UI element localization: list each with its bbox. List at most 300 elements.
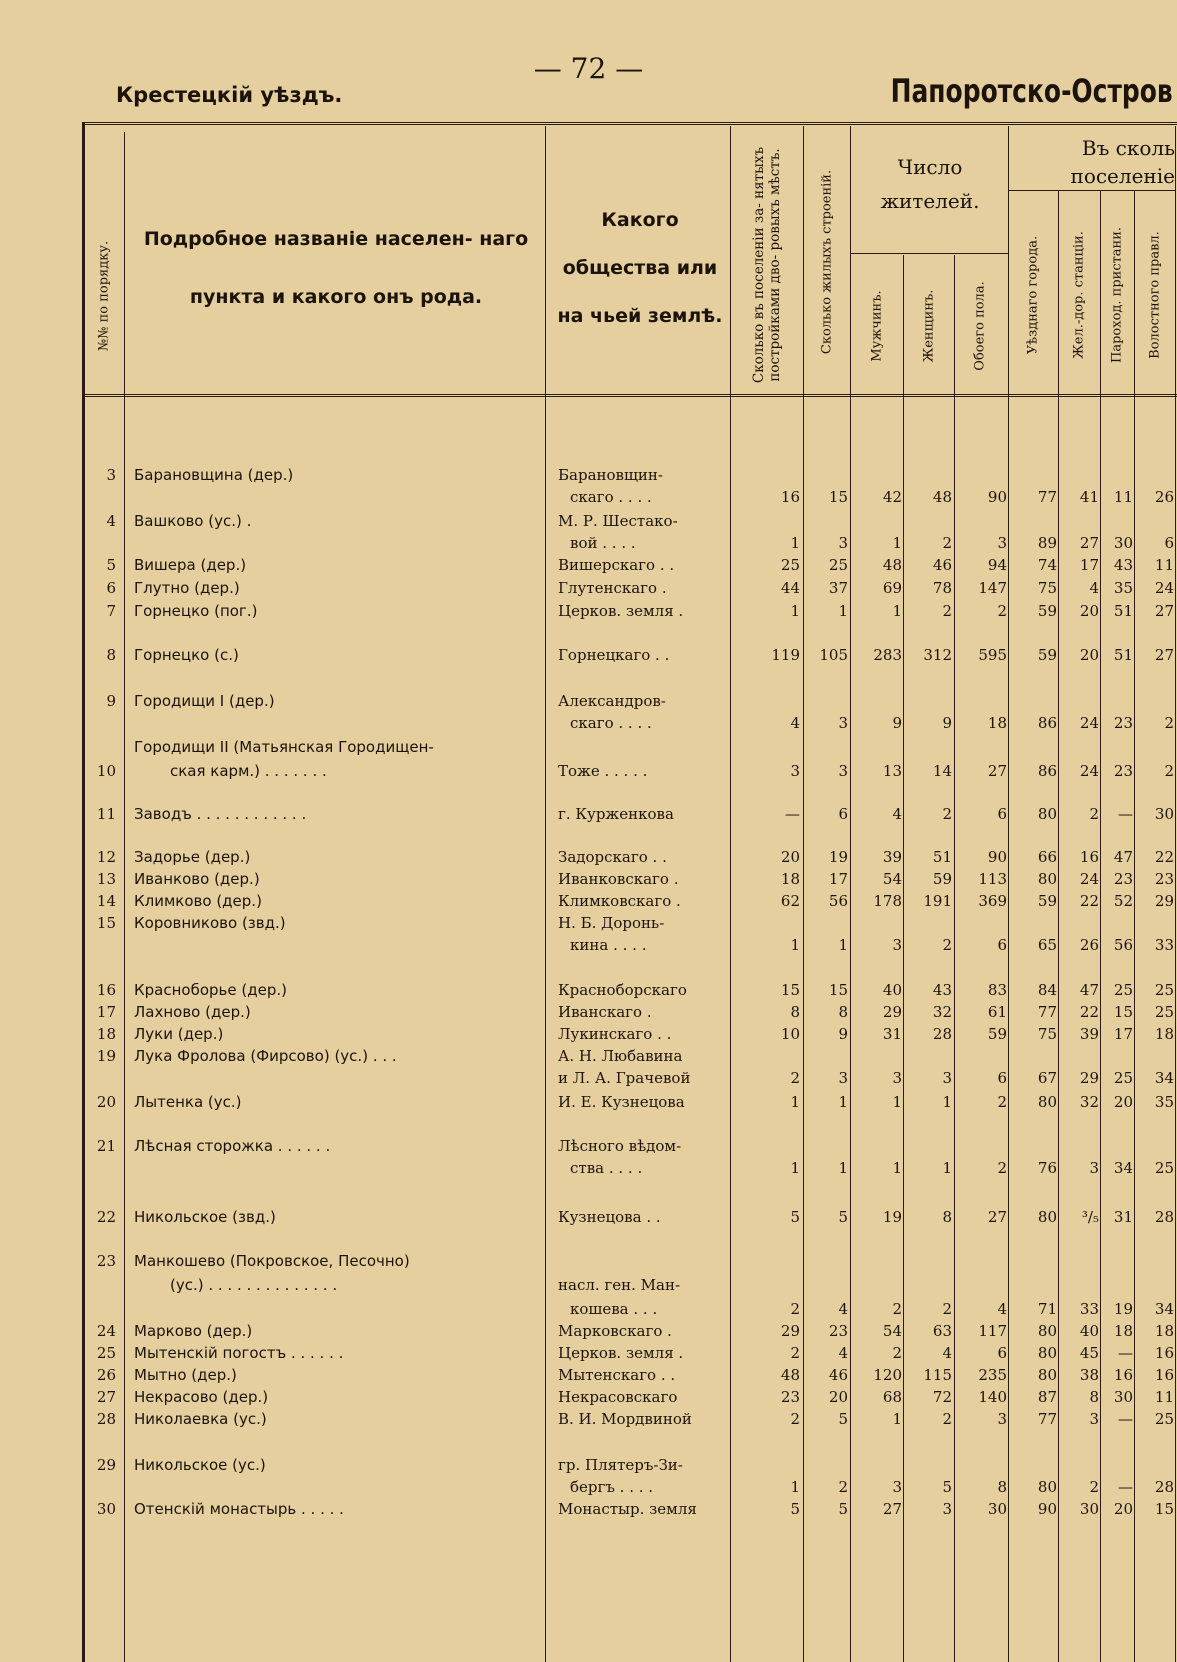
table-cell: 1	[892, 1093, 902, 1111]
table-cell: 24	[1154, 579, 1174, 597]
table-cell: 52	[1113, 892, 1133, 910]
table-cell: 27	[987, 762, 1007, 780]
table-cell: 113	[978, 870, 1007, 888]
table-cell: —	[1118, 1344, 1133, 1362]
col-header-yards: Сколько въ поселеніи за- нятыхъ постройками дво- ровыхъ мѣстъ.	[751, 146, 783, 384]
table-cell: 1	[790, 1478, 800, 1496]
table-cell: —	[1118, 805, 1133, 823]
table-cell: 69	[882, 579, 902, 597]
col-line	[803, 126, 804, 1662]
table-cell: 2	[942, 602, 952, 620]
table-cell: 6	[997, 805, 1007, 823]
table-cell: 147	[978, 579, 1007, 597]
table-cell: 29	[882, 1003, 902, 1021]
table-cell: —	[1118, 1410, 1133, 1428]
table-cell: 34	[1154, 1300, 1174, 1318]
table-cell: 3	[838, 762, 848, 780]
table-cell: 6	[106, 579, 116, 597]
table-cell: 83	[987, 981, 1007, 999]
table-cell: 59	[1037, 646, 1057, 664]
table-cell: ства . . . .	[570, 1159, 643, 1177]
col-line	[1134, 190, 1135, 1662]
table-cell: 51	[1113, 602, 1133, 620]
table-cell: 25	[1113, 981, 1133, 999]
table-cell: 1	[942, 1159, 952, 1177]
table-cell: 6	[997, 1069, 1007, 1087]
table-cell: 71	[1037, 1300, 1057, 1318]
table-cell: Лукинскаго . .	[558, 1025, 672, 1043]
table-cell: 26	[96, 1366, 116, 1384]
table-cell: 56	[828, 892, 848, 910]
table-cell: 61	[987, 1003, 1007, 1021]
table-cell: 1	[838, 936, 848, 954]
table-cell: 23	[1113, 870, 1133, 888]
table-cell: 77	[1037, 1410, 1057, 1428]
table-cell: Тоже . . . . .	[558, 762, 648, 780]
table-cell: 5	[838, 1500, 848, 1518]
table-cell: 80	[1037, 1208, 1057, 1226]
table-cell: Некрасовскаго	[558, 1388, 678, 1406]
table-cell: 25	[1113, 1069, 1133, 1087]
table-cell: 41	[1079, 488, 1099, 506]
table-cell: 8	[997, 1478, 1007, 1496]
table-cell: 3	[1089, 1159, 1099, 1177]
table-cell: 2	[790, 1069, 800, 1087]
col-header-town: Уѣзднаго города.	[1025, 235, 1041, 355]
table-cell: 19	[96, 1047, 116, 1065]
table-cell: 115	[923, 1366, 952, 1384]
table-cell: 27	[987, 1208, 1007, 1226]
table-cell: Мытенскій погостъ . . . . . .	[134, 1344, 344, 1362]
col-line	[1008, 126, 1009, 1662]
table-cell: 78	[932, 579, 952, 597]
table-cell: 4	[997, 1300, 1007, 1318]
table-cell: и Л. А. Грачевой	[558, 1069, 691, 1087]
table-cell: 48	[882, 556, 902, 574]
table-cell: 34	[1154, 1069, 1174, 1087]
table-cell: 9	[892, 714, 902, 732]
table-cell: Глутно (дер.)	[134, 579, 240, 597]
table-cell: Городищи I (дер.)	[134, 692, 275, 710]
table-cell: 140	[978, 1388, 1007, 1406]
table-cell: 16	[96, 981, 116, 999]
table-cell: 3	[790, 762, 800, 780]
table-cell: 19	[828, 848, 848, 866]
table-cell: 2	[790, 1300, 800, 1318]
table-cell: 94	[987, 556, 1007, 574]
table-cell: 47	[1079, 981, 1099, 999]
table-cell: 4	[1089, 579, 1099, 597]
table-cell: И. Е. Кузнецова	[558, 1093, 685, 1111]
table-cell: 90	[987, 848, 1007, 866]
table-cell: Лѣсная сторожка . . . . . .	[134, 1137, 331, 1155]
col-line	[545, 126, 546, 1662]
table-cell: 120	[873, 1366, 902, 1384]
table-cell: 27	[96, 1388, 116, 1406]
table-cell: 25	[96, 1344, 116, 1362]
table-cell: 2	[1089, 1478, 1099, 1496]
table-cell: 15	[1154, 1500, 1174, 1518]
table-cell: 62	[780, 892, 800, 910]
table-cell: Вашково (ус.) .	[134, 512, 252, 530]
table-cell: 56	[1113, 936, 1133, 954]
header-separator	[82, 394, 1177, 401]
col-line	[1100, 190, 1101, 1662]
table-cell: 23	[780, 1388, 800, 1406]
table-cell: 17	[828, 870, 848, 888]
table-cell: 39	[882, 848, 902, 866]
table-cell: 39	[1079, 1025, 1099, 1043]
col-header-distance: Въ сколь поселеніе	[1070, 136, 1175, 188]
table-cell: 59	[987, 1025, 1007, 1043]
table-cell: М. Р. Шестако-	[558, 512, 678, 530]
table-cell: (ус.) . . . . . . . . . . . . . .	[170, 1276, 338, 1294]
table-cell: Иванковскаго .	[558, 870, 679, 888]
table-cell: —	[1118, 1478, 1133, 1496]
table-cell: 5	[790, 1500, 800, 1518]
table-cell: 35	[1113, 579, 1133, 597]
table-cell: 31	[882, 1025, 902, 1043]
table-cell: 5	[942, 1478, 952, 1496]
table-cell: 16	[1079, 848, 1099, 866]
table-cell: 2	[1089, 805, 1099, 823]
table-cell: Коровниково (звд.)	[134, 914, 286, 932]
table-cell: 25	[780, 556, 800, 574]
table-cell: 59	[1037, 892, 1057, 910]
table-cell: 235	[978, 1366, 1007, 1384]
table-cell: 90	[1037, 1500, 1057, 1518]
table-cell: 5	[790, 1208, 800, 1226]
table-cell: 3	[838, 1069, 848, 1087]
table-cell: 18	[1154, 1322, 1174, 1340]
table-cell: 24	[1079, 762, 1099, 780]
table-cell: 38	[1079, 1366, 1099, 1384]
table-cell: 76	[1037, 1159, 1057, 1177]
table-cell: 20	[780, 848, 800, 866]
table-cell: 17	[1113, 1025, 1133, 1043]
table-cell: Марковскаго .	[558, 1322, 672, 1340]
table-cell: 3	[892, 1478, 902, 1496]
table-cell: Луки (дер.)	[134, 1025, 224, 1043]
table-cell: 27	[882, 1500, 902, 1518]
table-cell: 3	[106, 466, 116, 484]
table-cell: 24	[96, 1322, 116, 1340]
table-cell: 37	[828, 579, 848, 597]
table-cell: 16	[1154, 1344, 1174, 1362]
table-cell: 44	[780, 579, 800, 597]
col-header-women: Женщинъ.	[921, 289, 937, 363]
table-cell: 48	[932, 488, 952, 506]
table-cell: Барановщина (дер.)	[134, 466, 294, 484]
table-cell: 25	[1154, 1003, 1174, 1021]
table-cell: 105	[819, 646, 848, 664]
table-cell: 35	[1154, 1093, 1174, 1111]
col-line	[730, 126, 731, 1662]
table-cell: 29	[1079, 1069, 1099, 1087]
table-cell: 54	[882, 1322, 902, 1340]
table-cell: 4	[892, 805, 902, 823]
table-cell: 22	[1079, 892, 1099, 910]
table-cell: Никольское (ус.)	[134, 1456, 266, 1474]
table-cell: 2	[838, 1478, 848, 1496]
table-cell: 2	[790, 1410, 800, 1428]
table-cell: 29	[1154, 892, 1174, 910]
table-cell: 3	[942, 1069, 952, 1087]
table-cell: 1	[790, 936, 800, 954]
col-header-volost: Волостного правл.	[1147, 231, 1163, 359]
table-cell: 1	[790, 534, 800, 552]
table-cell: 24	[1079, 870, 1099, 888]
table-cell: 2	[1164, 714, 1174, 732]
table-cell: 6	[997, 1344, 1007, 1362]
table-cell: 25	[1154, 1410, 1174, 1428]
table-cell: Лахново (дер.)	[134, 1003, 251, 1021]
table-cell: 25	[828, 556, 848, 574]
table-cell: 3	[892, 1069, 902, 1087]
table-cell: 30	[1079, 1500, 1099, 1518]
table-cell: 21	[96, 1137, 116, 1155]
table-cell: Глутенскаго .	[558, 579, 667, 597]
table-cell: Барановщин-	[558, 466, 663, 484]
col-header-men: Мужчинъ.	[869, 290, 885, 362]
table-cell: 20	[1113, 1093, 1133, 1111]
table-cell: 18	[987, 714, 1007, 732]
table-cell: 23	[1154, 870, 1174, 888]
table-cell: 28	[1154, 1478, 1174, 1496]
table-cell: 17	[1079, 556, 1099, 574]
table-cell: 7	[106, 602, 116, 620]
col-header-num: №№ по порядку.	[96, 240, 112, 352]
table-cell: 15	[1113, 1003, 1133, 1021]
table-cell: Горнецкаго . .	[558, 646, 670, 664]
table-cell: 30	[1154, 805, 1174, 823]
table-cell: 1	[790, 1159, 800, 1177]
table-cell: Иванскаго .	[558, 1003, 652, 1021]
table-cell: 32	[932, 1003, 952, 1021]
table-cell: 19	[1113, 1300, 1133, 1318]
table-cell: 2	[892, 1344, 902, 1362]
table-cell: 2	[997, 1159, 1007, 1177]
table-cell: 23	[1113, 762, 1133, 780]
col-line	[903, 255, 904, 1662]
table-cell: 22	[96, 1208, 116, 1226]
table-cell: 23	[1113, 714, 1133, 732]
table-cell: Мытенскаго . .	[558, 1366, 676, 1384]
table-cell: кина . . . .	[570, 936, 647, 954]
table-cell: 13	[96, 870, 116, 888]
table-cell: 117	[978, 1322, 1007, 1340]
table-cell: 15	[780, 981, 800, 999]
table-cell: 46	[932, 556, 952, 574]
table-cell: 77	[1037, 1003, 1057, 1021]
table-cell: Николаевка (ус.)	[134, 1410, 267, 1428]
table-cell: Кузнецова . .	[558, 1208, 661, 1226]
table-cell: 29	[96, 1456, 116, 1474]
table-cell: 18	[1113, 1322, 1133, 1340]
table-cell: 1	[892, 602, 902, 620]
table-cell: 30	[987, 1500, 1007, 1518]
table-cell: 20	[828, 1388, 848, 1406]
table-cell: 65	[1037, 936, 1057, 954]
table-cell: В. И. Мордвиной	[558, 1410, 692, 1428]
table-cell: Городищи II (Матьянская Городищен-	[134, 738, 434, 756]
table-cell: Монастыр. земля	[558, 1500, 697, 1518]
table-cell: 595	[978, 646, 1007, 664]
table-cell: Александров-	[558, 692, 666, 710]
table-cell: 1	[790, 602, 800, 620]
table-cell: гр. Плятеръ-Зи-	[558, 1456, 683, 1474]
table-cell: 11	[1113, 488, 1133, 506]
col-header-total: Обоего пола.	[972, 281, 988, 371]
table-cell: 8	[1089, 1388, 1099, 1406]
table-cell: 18	[780, 870, 800, 888]
table-cell: 80	[1037, 1093, 1057, 1111]
col-header-society: Какого общества или на чьей землѣ.	[557, 209, 723, 327]
table-cell: Горнецко (с.)	[134, 646, 239, 664]
table-cell: Н. Б. Доронь-	[558, 914, 665, 932]
table-cell: 89	[1037, 534, 1057, 552]
table-cell: 48	[780, 1366, 800, 1384]
table-cell: 28	[96, 1410, 116, 1428]
table-cell: 15	[96, 914, 116, 932]
table-cell: Лѣсного вѣдом-	[558, 1137, 682, 1155]
district-title: Крестецкій уѣздъ.	[116, 83, 343, 107]
table-cell: 18	[1154, 1025, 1174, 1043]
table-cell: 4	[790, 714, 800, 732]
table-cell: г. Курженкова	[558, 805, 674, 823]
table-cell: 3	[1089, 1410, 1099, 1428]
table-cell: ская карм.) . . . . . . .	[170, 762, 327, 780]
table-cell: 30	[96, 1500, 116, 1518]
table-cell: 74	[1037, 556, 1057, 574]
table-cell: 4	[838, 1300, 848, 1318]
table-cell: 369	[978, 892, 1007, 910]
table-cell: 75	[1037, 579, 1057, 597]
table-cell: 34	[1113, 1159, 1133, 1177]
table-cell: 16	[1154, 1366, 1174, 1384]
table-cell: вой . . . .	[570, 534, 636, 552]
table-cell: 18	[96, 1025, 116, 1043]
table-cell: 14	[96, 892, 116, 910]
col-line	[124, 132, 125, 1662]
table-cell: 26	[1154, 488, 1174, 506]
table-cell: 312	[923, 646, 952, 664]
table-cell: 17	[96, 1003, 116, 1021]
table-cell: 8	[942, 1208, 952, 1226]
table-cell: 80	[1037, 1478, 1057, 1496]
table-cell: 30	[1113, 1388, 1133, 1406]
table-cell: Лытенка (ус.)	[134, 1093, 242, 1111]
table-cell: скаго . . . .	[570, 714, 652, 732]
table-cell: 1	[838, 1093, 848, 1111]
table-cell: 14	[932, 762, 952, 780]
table-cell: 30	[1113, 534, 1133, 552]
table-cell: 8	[106, 646, 116, 664]
table-cell: скаго . . . .	[570, 488, 652, 506]
table-cell: 4	[838, 1344, 848, 1362]
col-line	[850, 126, 851, 1662]
table-cell: 6	[838, 805, 848, 823]
table-cell: 90	[987, 488, 1007, 506]
table-cell: 86	[1037, 762, 1057, 780]
table-cell: 84	[1037, 981, 1057, 999]
table-cell: 1	[892, 1159, 902, 1177]
table-cell: Никольское (звд.)	[134, 1208, 276, 1226]
table-cell: 191	[923, 892, 952, 910]
table-cell: 15	[828, 488, 848, 506]
table-cell: 23	[828, 1322, 848, 1340]
table-cell: Иванково (дер.)	[134, 870, 260, 888]
table-cell: 178	[873, 892, 902, 910]
table-cell: 3	[838, 534, 848, 552]
table-cell: 40	[1079, 1322, 1099, 1340]
table-cell: насл. ген. Ман-	[558, 1276, 681, 1294]
table-cell: 1	[838, 1159, 848, 1177]
table-cell: 13	[882, 762, 902, 780]
table-cell: 46	[828, 1366, 848, 1384]
table-cell: 5	[838, 1410, 848, 1428]
table-cell: 67	[1037, 1069, 1057, 1087]
table-cell: 47	[1113, 848, 1133, 866]
table-cell: 2	[790, 1344, 800, 1362]
table-cell: Лука Фролова (Фирсово) (ус.) . . .	[134, 1047, 397, 1065]
table-cell: 11	[1154, 1388, 1174, 1406]
table-cell: Вишера (дер.)	[134, 556, 247, 574]
table-cell: 19	[882, 1208, 902, 1226]
table-cell: 28	[1154, 1208, 1174, 1226]
table-cell: 80	[1037, 870, 1057, 888]
table-cell: Климковскаго .	[558, 892, 681, 910]
table-cell: 28	[932, 1025, 952, 1043]
table-cell: 43	[1113, 556, 1133, 574]
table-cell: 87	[1037, 1388, 1057, 1406]
table-cell: Вишерскаго . .	[558, 556, 675, 574]
table-cell: 51	[1113, 646, 1133, 664]
table-cell: 80	[1037, 1366, 1057, 1384]
table-cell: 5	[106, 556, 116, 574]
distance-sub-rule	[1008, 190, 1175, 191]
table-cell: ³/₅	[1081, 1208, 1099, 1226]
page-number: — 72 —	[533, 52, 644, 85]
table-cell: 29	[780, 1322, 800, 1340]
residents-sub-rule	[850, 253, 1008, 254]
table-cell: Некрасово (дер.)	[134, 1388, 269, 1406]
table-cell: 42	[882, 488, 902, 506]
table-cell: 1	[892, 1410, 902, 1428]
table-cell: 1	[838, 602, 848, 620]
table-cell: Церков. земля .	[558, 602, 684, 620]
table-cell: 68	[882, 1388, 902, 1406]
table-cell: 3	[892, 936, 902, 954]
table-cell: 54	[882, 870, 902, 888]
table-cell: 32	[1079, 1093, 1099, 1111]
table-cell: 75	[1037, 1025, 1057, 1043]
table-cell: 11	[1154, 556, 1174, 574]
table-cell: 51	[932, 848, 952, 866]
table-cell: 31	[1113, 1208, 1133, 1226]
table-cell: 22	[1154, 848, 1174, 866]
table-cell: 3	[997, 534, 1007, 552]
table-cell: 20	[1079, 602, 1099, 620]
table-cell: 1	[892, 534, 902, 552]
table-cell: 27	[1154, 602, 1174, 620]
table-cell: 2	[997, 1093, 1007, 1111]
table-cell: 8	[790, 1003, 800, 1021]
table-cell: 2	[892, 1300, 902, 1318]
table-cell: Красноборскаго	[558, 981, 687, 999]
col-header-pier: Пароход. пристани.	[1109, 227, 1125, 363]
table-cell: 24	[1079, 714, 1099, 732]
